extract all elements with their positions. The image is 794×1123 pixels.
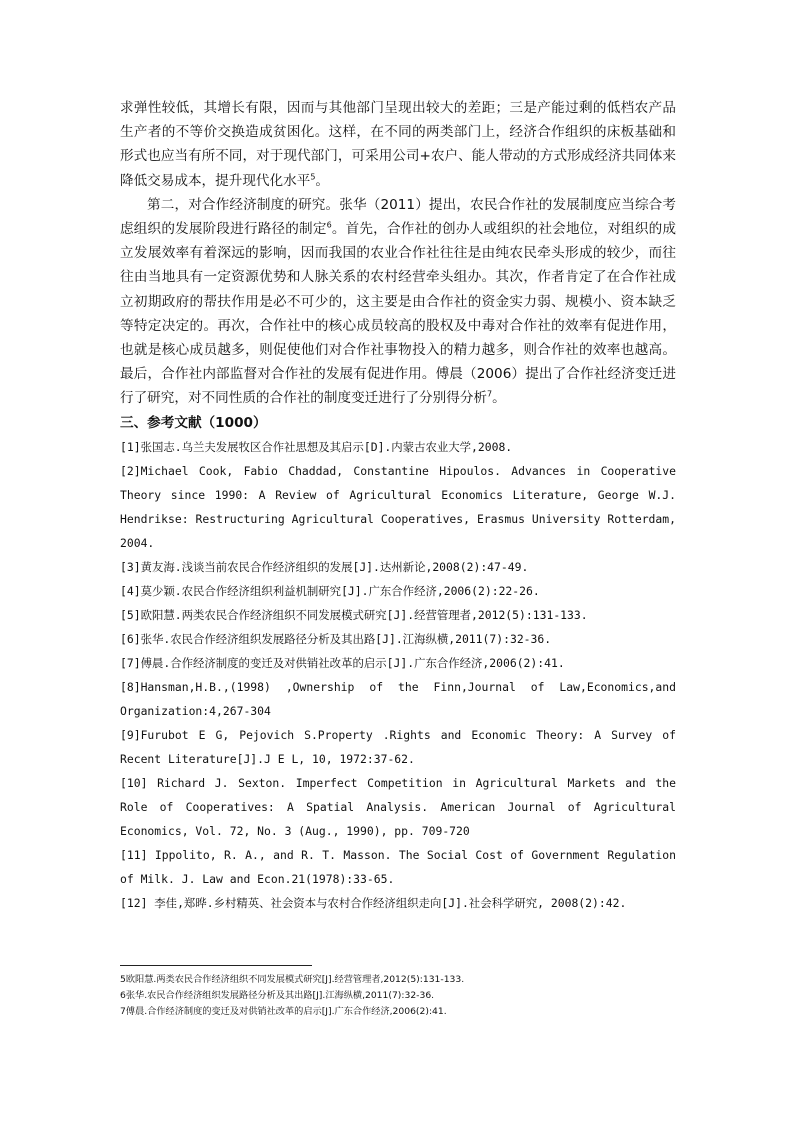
reference-item: [5]欧阳慧.两类农民合作经济组织不同发展模式研究[J].经营管理者,2012(5):131-133. <box>120 607 588 622</box>
paragraph-1-text: 求弹性较低，其增长有限，因而与其他部门呈现出较大的差距；三是产能过剩的低档农产品生产者的不等价交换造成贫困化。这样，在不同的两类部门上，经济合作组织的床板基础和形式也应当有所不同，对于现代部门，可采用公司+农户、能人带动的方式形成经济共同体来降低交易成本，提升现代化水平 <box>120 100 676 189</box>
reference-item: [9]Furubot E G, Pejovich S.Property .Rights and Economic Theory: A Survey of Recent Literature[J].J E L, 10, 1972:37-62. <box>120 727 676 766</box>
footnote-6: 6张华.农民合作经济组织发展路径分析及其出路[J].江海纵横,2011(7):32-36. <box>120 990 435 1001</box>
footnotes <box>120 972 680 1020</box>
paragraph-2-tail: 。 <box>492 390 506 407</box>
paragraph-2-text-b: 。首先，合作社的创办人或组织的社会地位，对组织的成立发展效率有着深远的影响，因而我国的农业合作社往往是由纯农民牵头形成的较少，而往往由当地具有一定资源优势和人脉关系的农村经营牵头组办。其次，作者肯定了在合作社成立初期政府的帮扶作用是必不可少的，这主要是由合作社的资金实力弱、规模小、资本缺乏等特定决定的。再次，合作社中的核心成员较高的股权及中毒对合作社的效率有促进作用，也就是核心成员越多，则促使他们对合作社事物投入的精力越多，则合作社的效率也越高。最后，合作社内部监督对合作社的发展有促进作用。傅晨（2006）提出了合作社经济变迁进行了研究，对不同性质的合作社的制度变迁进行了分别得分析 <box>120 221 677 407</box>
paragraph-2-text-a: 第二，对合作经济制度的研究。张华（2011）提出，农民合作社的发展制度应当综合考虑组织的发展阶段进行路径的制定 <box>120 196 676 238</box>
reference-list <box>120 435 676 915</box>
footnote-marker-5: 5 <box>310 172 316 182</box>
footnote-7: 7傅晨.合作经济制度的变迁及对供销社改革的启示[J].广东合作经济,2006(2):41. <box>120 1006 447 1017</box>
reference-item: [11] Ippolito, R. A., and R. T. Masson. The Social Cost of Government Regulation of Milk. J. Law and Econ.21(1978):33-65. <box>120 847 676 886</box>
reference-item: [1]张国志.乌兰夫发展牧区合作社思想及其启示[D].内蒙古农业大学,2008. <box>120 439 513 454</box>
paragraph-1-tail: 。 <box>315 172 329 189</box>
footnote-5: 5欧阳慧.两类农民合作经济组织不同发展模式研究[J].经营管理者,2012(5):131-133. <box>120 974 465 985</box>
footnote-marker-6: 6 <box>326 220 332 230</box>
reference-item: [12] 李佳,郑晔.乡村精英、社会资本与农村合作经济组织走向[J].社会科学研究, 2008(2):42. <box>120 895 627 910</box>
section-heading: 三、参考文献（1000） <box>120 414 267 431</box>
paragraph-1 <box>120 96 676 193</box>
reference-item: [10] Richard J. Sexton. Imperfect Competition in Agricultural Markets and the Role of Cooperatives: A Spatial Analysis. American Journal of Agricultural Economics, Vol. 72, No. 3 (Aug., 1990), pp. 709-720 <box>120 775 676 838</box>
reference-item: [6]张华.农民合作经济组织发展路径分析及其出路[J].江海纵横,2011(7):32-36. <box>120 631 552 646</box>
reference-item: [2]Michael Cook, Fabio Chaddad, Constantine Hipoulos. Advances in Cooperative Theory since 1990: A Review of Agricultural Economics Literature, George W.J. Hendrikse: Restructuring Agricultural Cooperatives, Erasmus University Rotterdam, 2004. <box>120 463 676 550</box>
reference-item: [3]黄友海.浅谈当前农民合作经济组织的发展[J].达州新论,2008(2):47-49. <box>120 559 529 574</box>
paragraph-2 <box>120 193 676 411</box>
body-text <box>120 96 676 915</box>
reference-item: [7]傅晨.合作经济制度的变迁及对供销社改革的启示[J].广东合作经济,2006(2):41. <box>120 655 565 670</box>
reference-item: [8]Hansman,H.B.,(1998) ,Ownership of the Finn,Journal of Law,Economics,and Organization:4,267-304 <box>120 679 676 718</box>
footnote-separator <box>120 965 312 966</box>
reference-item: [4]莫少颖.农民合作经济组织利益机制研究[J].广东合作经济,2006(2):22-26. <box>120 583 540 598</box>
footnote-marker-7: 7 <box>487 389 493 399</box>
